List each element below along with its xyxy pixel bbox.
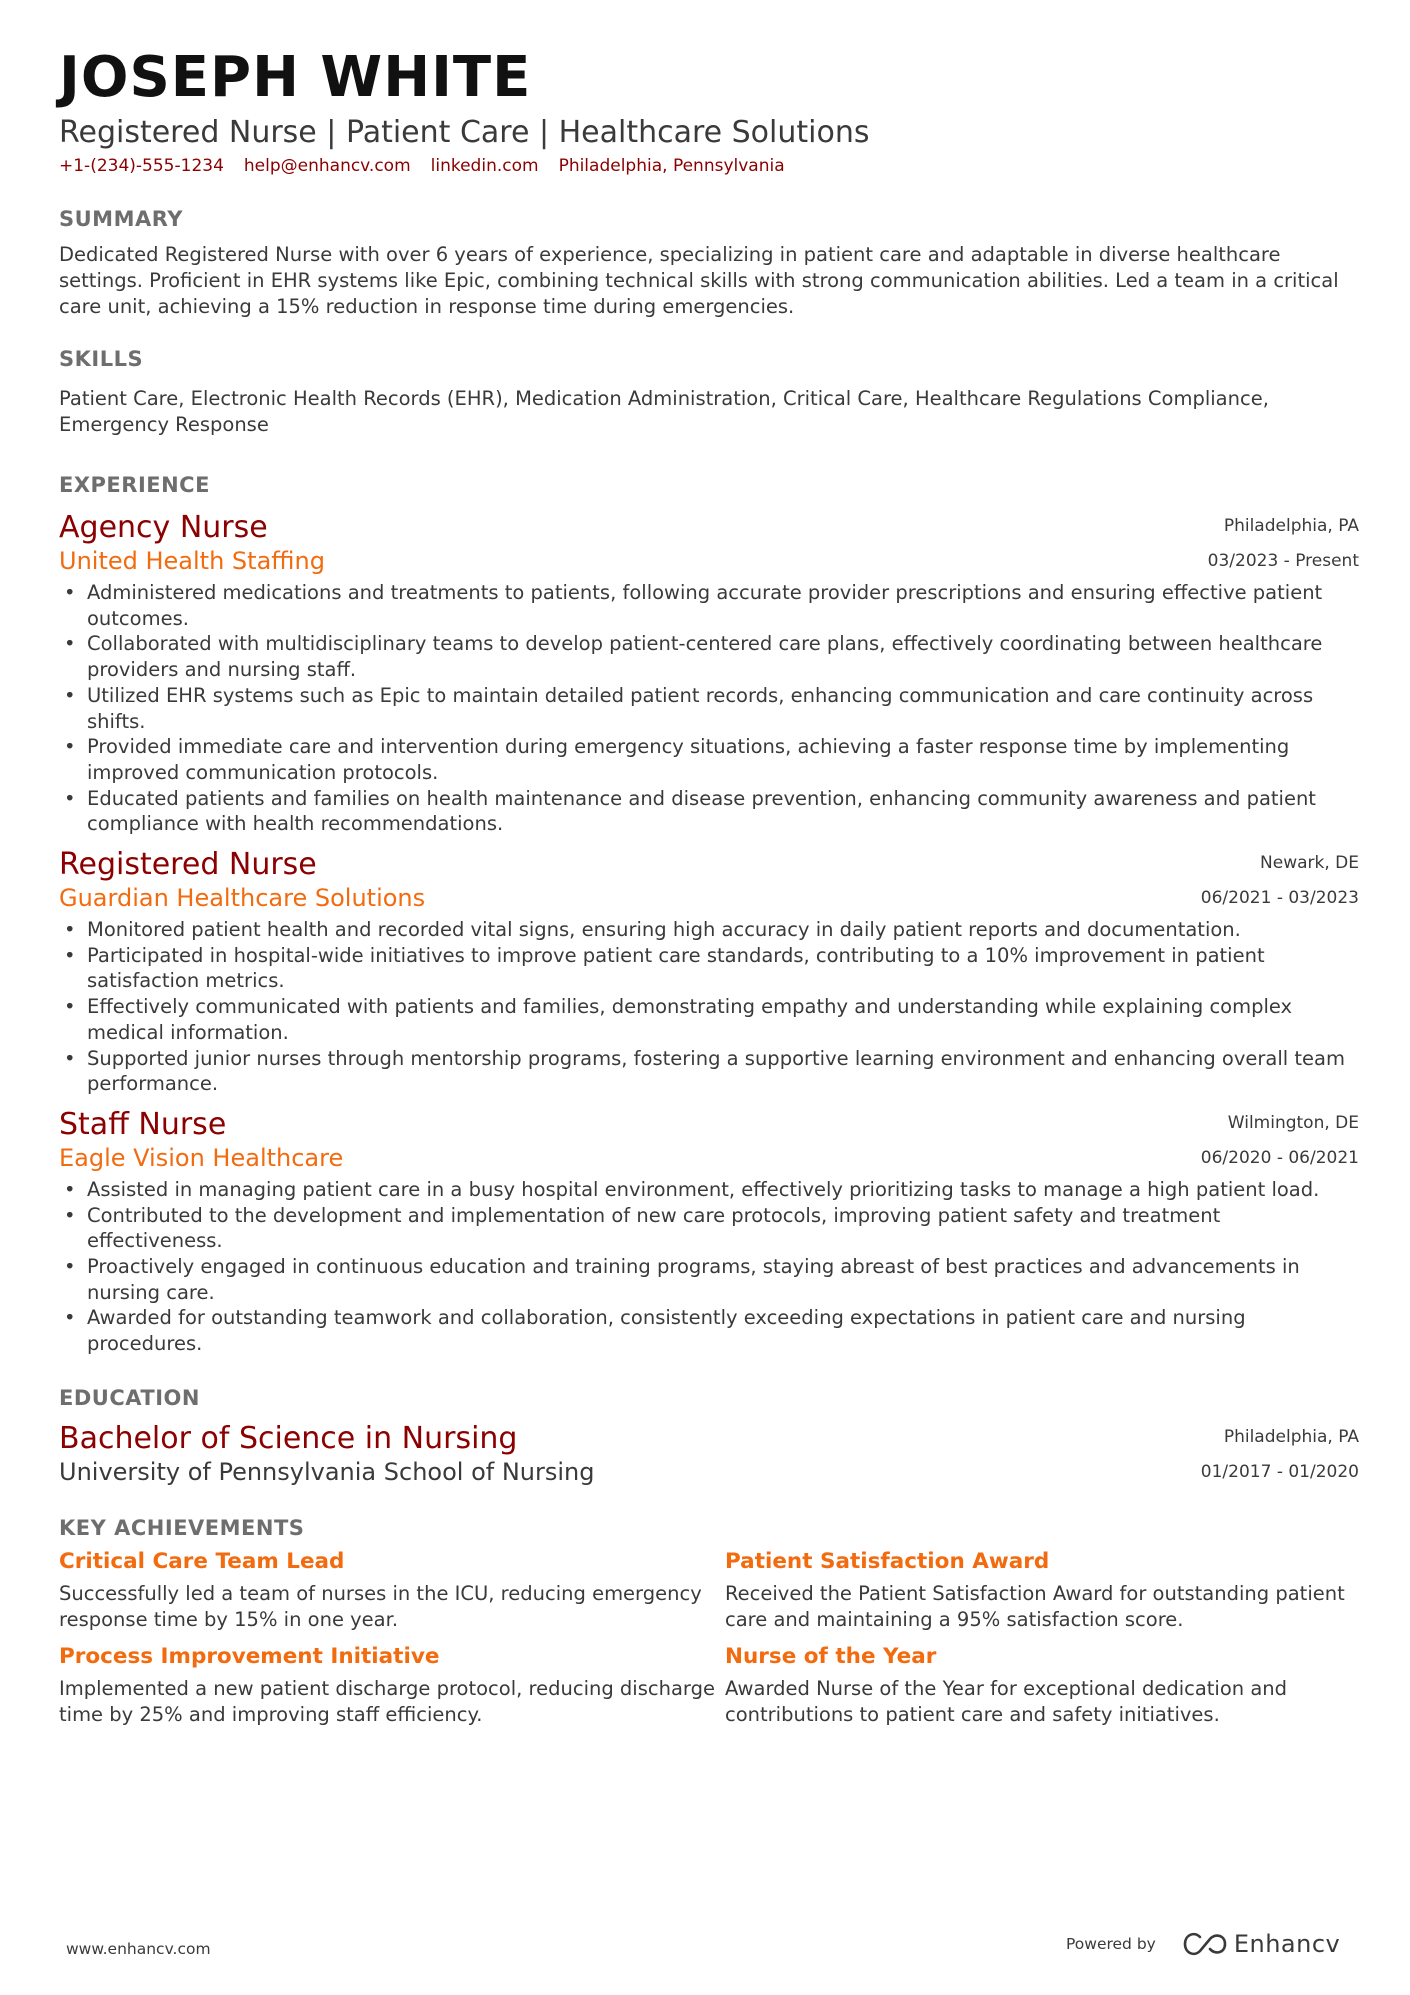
achievement-item <box>725 1547 1359 1632</box>
section-title-summary: SUMMARY <box>59 207 183 231</box>
job-bullets <box>59 580 1359 837</box>
job-header <box>59 847 1359 913</box>
bullet-item: • Monitored patient health and recorded vital signs, ensuring high accuracy in daily patient reports and documentation. <box>59 917 1359 943</box>
bullet-item: • Educated patients and families on health maintenance and disease prevention, enhancing community awareness and patient compliance with health recommendations. <box>59 786 1359 837</box>
footer-branding[interactable] <box>1066 1929 1340 1959</box>
achievement-description: Awarded Nurse of the Year for exceptional dedication and contributions to patient care and safety initiatives. <box>725 1677 1288 1726</box>
achievements-section <box>59 1513 1359 1728</box>
achievement-item <box>59 1642 725 1727</box>
job-entry <box>59 510 1359 837</box>
achievement-title: Process Improvement Initiative <box>59 1644 440 1670</box>
job-entry <box>59 1107 1359 1357</box>
achievement-title: Patient Satisfaction Award <box>725 1548 1050 1574</box>
job-company: Eagle Vision Healthcare <box>59 1143 344 1172</box>
bullet-item: • Effectively communicated with patients and families, demonstrating empathy and understanding while explaining complex medical information. <box>59 994 1359 1045</box>
job-dates: 06/2020 - 06/2021 <box>1200 1147 1359 1168</box>
job-location: Newark, DE <box>1260 853 1359 874</box>
headline: Registered Nurse | Patient Care | Healthcare Solutions <box>59 115 870 150</box>
bullet-item: • Utilized EHR systems such as Epic to maintain detailed patient records, enhancing communication and care continuity across shifts. <box>59 683 1359 734</box>
job-header <box>59 510 1359 576</box>
job-dates: 06/2021 - 03/2023 <box>1200 888 1359 909</box>
summary-text: Dedicated Registered Nurse with over 6 years of experience, specializing in patient care and adaptable in diverse healthcare settings. Proficient in EHR systems like Epic, combining technical skills with strong communication abilities. Led a team in a critical care unit, achieving a 15% reduction in response time during emergencies. <box>59 243 1339 318</box>
resume-header <box>59 44 1359 178</box>
job-company: United Health Staffing <box>59 547 325 575</box>
job-company: Guardian Healthcare Solutions <box>59 884 426 913</box>
footer-website[interactable]: www.enhancv.com <box>66 1940 211 1958</box>
phone-link[interactable]: +1-(234)-555-1234 <box>59 156 224 176</box>
job-title: Registered Nurse <box>59 847 317 883</box>
achievement-title: Nurse of the Year <box>725 1644 937 1670</box>
achievement-description: Successfully led a team of nurses in the ICU, reducing emergency response time by 15% in one year. <box>59 1581 702 1631</box>
education-dates: 01/2017 - 01/2020 <box>1200 1461 1359 1482</box>
summary-section <box>59 204 1359 320</box>
achievement-description: Received the Patient Satisfaction Award for outstanding patient care and maintaining a 95% satisfaction score. <box>725 1581 1345 1631</box>
achievements-grid <box>59 1547 1359 1728</box>
resume-page <box>59 44 1359 1728</box>
job-location: Philadelphia, PA <box>1223 516 1359 536</box>
bullet-item: • Contributed to the development and implementation of new care protocols, improving patient safety and treatment effectiveness. <box>59 1203 1359 1254</box>
bullet-item: • Assisted in managing patient care in a busy hospital environment, effectively prioritizing tasks to manage a high patient load. <box>59 1177 1359 1203</box>
bullet-item: • Proactively engaged in continuous education and training programs, staying abreast of best practices and advancements in nursing care. <box>59 1254 1359 1305</box>
job-dates: 03/2023 - Present <box>1207 551 1359 571</box>
bullet-item: • Awarded for outstanding teamwork and collaboration, consistently exceeding expectations in patient care and nursing procedures. <box>59 1305 1359 1356</box>
school-name: University of Pennsylvania School of Nursing <box>59 1457 595 1486</box>
job-title: Agency Nurse <box>59 510 268 545</box>
job-header <box>59 1107 1359 1173</box>
section-title-experience: EXPERIENCE <box>59 473 210 497</box>
bullet-item: • Provided immediate care and intervention during emergency situations, achieving a faster response time by implementing improved communication protocols. <box>59 734 1359 785</box>
section-title-achievements: KEY ACHIEVEMENTS <box>59 1515 305 1540</box>
skills-text: Patient Care, Electronic Health Records (EHR), Medication Administration, Critical Care, Healthcare Regulations Compliance, Emergency Response <box>59 387 1269 436</box>
powered-by-label: Powered by <box>1066 1935 1156 1953</box>
contact-info <box>59 154 1359 178</box>
bullet-item: • Administered medications and treatments to patients, following accurate provider prescriptions and ensuring effective patient outcomes. <box>59 580 1359 631</box>
bullet-item: • Supported junior nurses through mentorship programs, fostering a supportive learning environment and enhancing overall team performance. <box>59 1046 1359 1097</box>
bullet-item: • Participated in hospital-wide initiatives to improve patient care standards, contributing to a 10% improvement in patient satisfaction metrics. <box>59 943 1359 994</box>
job-entry <box>59 847 1359 1097</box>
job-title: Staff Nurse <box>59 1106 227 1142</box>
achievement-title: Critical Care Team Lead <box>59 1548 345 1574</box>
job-location: Wilmington, DE <box>1227 1112 1359 1133</box>
location-text: Philadelphia, Pennsylvania <box>558 156 785 176</box>
job-bullets <box>59 1177 1359 1357</box>
experience-section <box>59 470 1359 1357</box>
education-entry <box>59 1421 1359 1487</box>
education-location: Philadelphia, PA <box>1223 1426 1359 1447</box>
achievement-description: Implemented a new patient discharge protocol, reducing discharge time by 25% and improving staff efficiency. <box>59 1677 715 1726</box>
bullet-item: • Collaborated with multidisciplinary teams to develop patient-centered care plans, effectively coordinating between healthcare providers and nursing staff. <box>59 631 1359 682</box>
achievement-item <box>59 1547 725 1632</box>
job-bullets <box>59 917 1359 1097</box>
achievement-item <box>725 1642 1359 1727</box>
section-title-skills: SKILLS <box>59 347 144 371</box>
candidate-name: JOSEPH WHITE <box>59 45 532 110</box>
enhancv-logo-text: Enhancv <box>1233 1930 1341 1958</box>
skills-section <box>59 344 1359 438</box>
linkedin-link[interactable]: linkedin.com <box>430 156 539 176</box>
email-link[interactable]: help@enhancv.com <box>243 156 411 176</box>
section-title-education: EDUCATION <box>59 1385 200 1410</box>
education-section <box>59 1383 1359 1487</box>
enhancv-logo-icon <box>1182 1929 1228 1959</box>
degree-title: Bachelor of Science in Nursing <box>59 1420 518 1456</box>
